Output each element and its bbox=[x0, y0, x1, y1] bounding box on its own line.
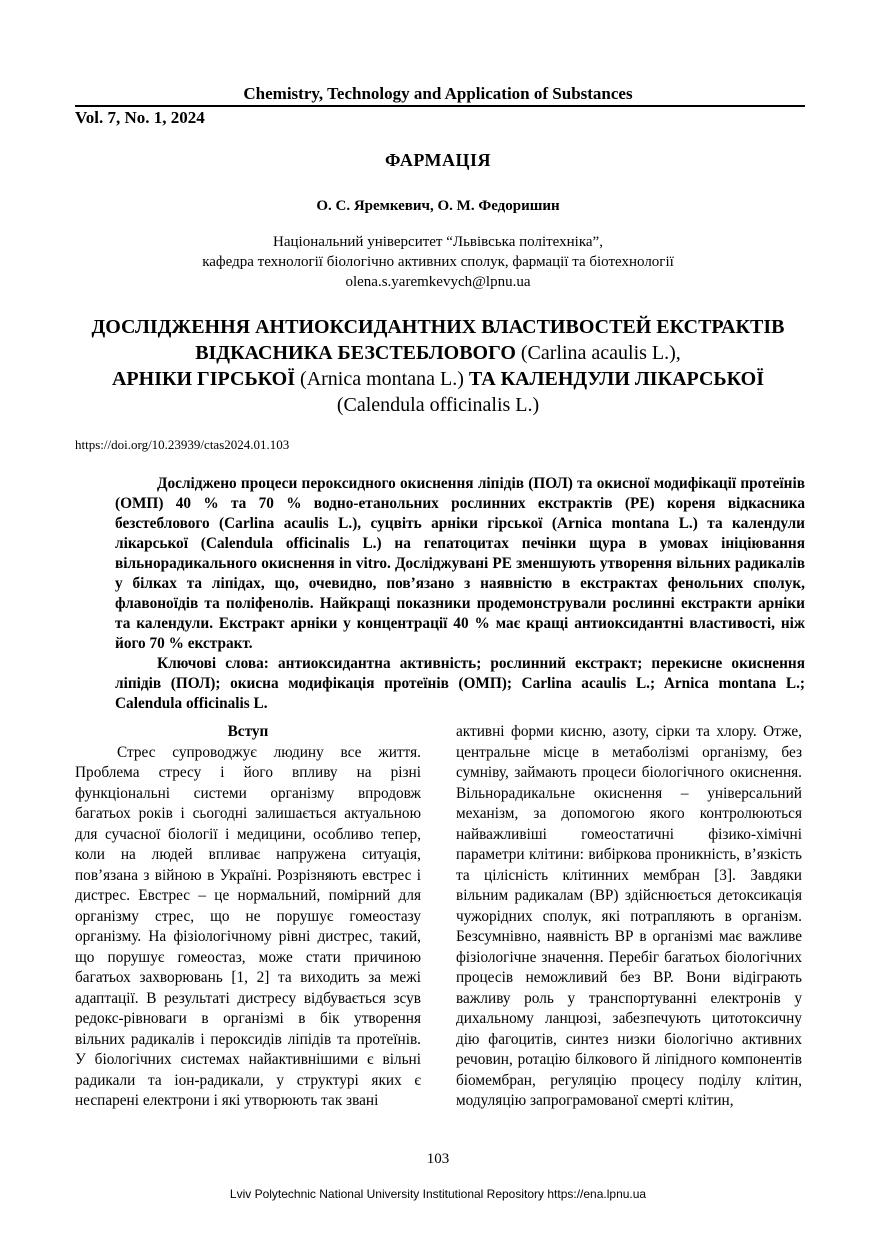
page-number: 103 bbox=[426, 1151, 450, 1167]
doi-link[interactable]: https://doi.org/10.23939/ctas2024.01.103 bbox=[75, 437, 290, 452]
affiliation bbox=[0, 232, 876, 292]
journal-title: Chemistry, Technology and Application of Substances bbox=[243, 84, 633, 103]
section-title: ФАРМАЦІЯ bbox=[385, 150, 491, 170]
title-line-3 bbox=[60, 366, 816, 392]
title-line-2-sci: (Carlina acaulis L.), bbox=[520, 342, 681, 364]
intro-heading: Вступ bbox=[227, 723, 269, 740]
authors: О. С. Яремкевич, О. М. Федоришин bbox=[316, 198, 560, 214]
volume-info: Vol. 7, No. 1, 2024 bbox=[75, 108, 205, 127]
title-line-1: ДОСЛІДЖЕННЯ АНТИОКСИДАНТНИХ ВЛАСТИВОСТЕЙ ЕКСТРАКТІВ bbox=[91, 316, 785, 338]
title-line-4: (Calendula officinalis L.) bbox=[336, 394, 540, 416]
title-line-2-main: ВІДКАСНИКА БЕЗСТЕБЛОВОГО bbox=[195, 342, 516, 364]
repository-footer: Lviv Polytechnic National University Institutional Repository https://ena.lpnu.ua bbox=[229, 1187, 647, 1201]
body-column-left bbox=[75, 722, 421, 1112]
title-line-3-end: ТА КАЛЕНДУЛИ ЛІКАРСЬКОЇ bbox=[468, 368, 764, 390]
affiliation-department: кафедра технології біологічно активних сполук, фармації та біотехнології bbox=[202, 254, 674, 270]
title-line-3-sci: (Arnica montana L.) bbox=[300, 368, 464, 390]
intro-paragraph-right: активні форми кисню, азоту, сірки та хлору. Отже, центральне місце в метаболізмі організму, без сумніву, займають процеси біологічного окиснення. Вільнорадикальне окиснення – універсальний механізм, за допомогою якого контролюються найважливіші гомеостатичні фізико-хімічні параметри клітини: вибіркова проникність, в’язкість та цілісність клітинних мембран [3]. Завдяки вільним радикалам (ВР) здійснюється детоксикація чужорідних сполук, які потрапляють в організм. Безсумнівно, наявність ВР в організмі має важливе фізіологічне значення. Перебіг багатьох біологічних процесів неможливий без ВР. Вони відіграють важливу роль у транспортуванні електронів у дихальному ланцюзі, забезпечують цитотоксичну дію фагоцитів, синтез низки біологічно активних речовин, ротацію білкового й ліпідного компонентів біомембран, регуляцію процесу поділу клітин, модуляцію запрограмованої смерті клітин, bbox=[456, 723, 802, 1109]
title-line-3-main: АРНІКИ ГІРСЬКОЇ bbox=[111, 368, 296, 390]
abstract bbox=[115, 474, 805, 714]
article-title bbox=[60, 314, 816, 418]
keywords: Ключові слова: антиоксидантна активність; рослинний екстракт; перекисне окиснення ліпідів (ПОЛ); окисна модифікація протеїнів (ОМП); Carlina acaulis L.; Arnica montana L.; Calendula officinalis L. bbox=[115, 655, 805, 712]
author-email[interactable]: olena.s.yaremkevych@lpnu.ua bbox=[345, 274, 531, 290]
title-line-2 bbox=[60, 340, 816, 366]
abstract-text: Досліджено процеси пероксидного окиснення ліпідів (ПОЛ) та окисної модифікації протеїнів (ОМП) 40 % та 70 % водно-етанольних рослинних екстрактів (РЕ) кореня відкасника безстеблового (Carlina acaulis L.), суцвіть арніки гірської (Arnica montana L.) та календули лікарської (Calendula officinalis L.) на гепатоцитах печінки щура в умовах ініціювання вільнорадикального окиснення in vitro. Досліджувані РЕ зменшують утворення вільних радикалів у білках та ліпідах, що, очевидно, пов’язано з наявністю в екстрактах фенольних сполук, флавоноїдів та поліфенолів. Найкращі показники продемонстрували рослинні екстракти арніки та календули. Екстракт арніки у концентрації 40 % має кращі антиоксидантні властивості, ніж його 70 % екстракт. bbox=[115, 475, 805, 652]
intro-paragraph-left: Стрес супроводжує людину все життя. Проблема стресу і його впливу на різні функціональні системи організму впродовж багатьох років і сьогодні залишається актуальною для сучасної біології і медицини, особливо тепер, коли на людей впливає напружена ситуація, пов’язана з війною в Україні. Розрізняють евстрес і дистрес. Евстрес – це нормальний, помірний для організму стрес, що не порушує гомеостазу організму. На фізіологічному рівні дистрес, такий, що порушує гомеостаз, може стати причиною багатьох захворювань [1, 2] та виходить за межі адаптації. В результаті дистресу відбувається зсув редокс-рівноваги в організмі в бік утворення вільних радикалів і пероксидів ліпідів та протеїнів. У біологічних системах найактивнішими є вільні радикали та іон-радикали, у структурі яких є неспарені електрони і які утворюють так звані bbox=[75, 743, 421, 1109]
body-column-right bbox=[456, 722, 802, 1112]
header-rule bbox=[75, 105, 805, 107]
affiliation-university: Національний університет “Львівська політехніка”, bbox=[273, 234, 603, 250]
